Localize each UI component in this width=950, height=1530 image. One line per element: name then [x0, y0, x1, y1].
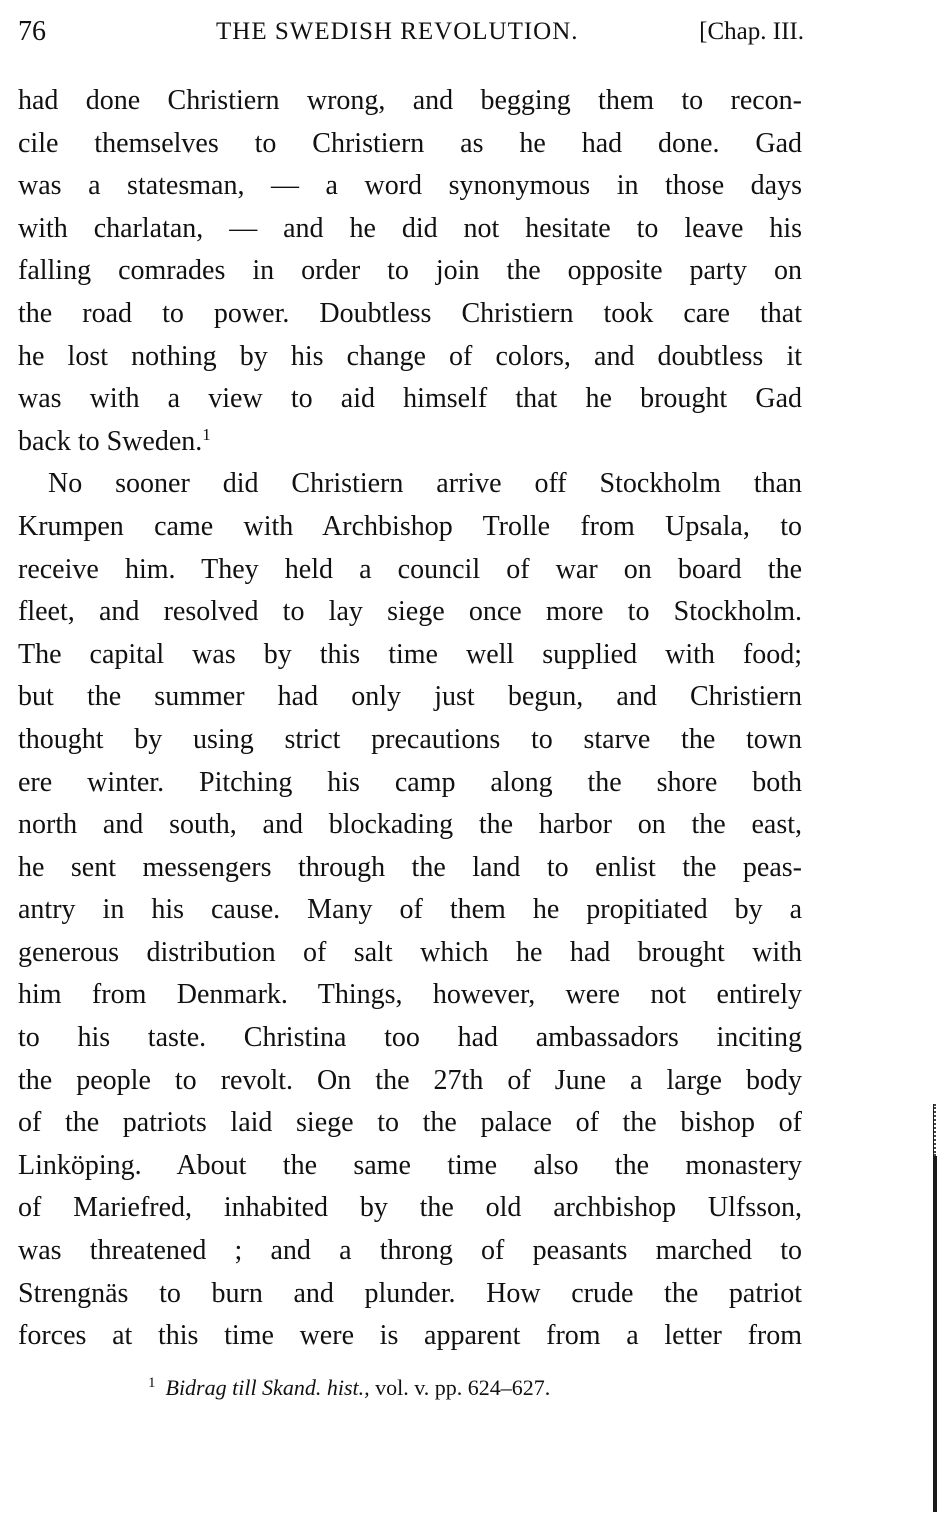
footnote-citation: vol. v. pp. 624–627. — [375, 1375, 551, 1400]
text-line: generous distribution of salt which he had brought with — [18, 936, 802, 968]
text-line: north and south, and blockading the harbor on the east, — [18, 809, 802, 841]
footnote-mark: 1 — [148, 1375, 156, 1391]
text-line: was a statesman, — a word synonymous in those days — [18, 170, 802, 202]
page-number: 76 — [18, 16, 46, 47]
text-line: him from Denmark. Things, however, were not entirely — [18, 979, 802, 1011]
paragraph — [18, 463, 802, 1357]
text-line — [18, 421, 802, 464]
footnote-title: Bidrag till Skand. hist., — [165, 1375, 370, 1400]
text-line: Linköping. About the same time also the monastery — [18, 1149, 802, 1181]
text-line: thought by using strict precautions to starve the town — [18, 723, 802, 755]
text-line: was threatened ; and a throng of peasants marched to — [18, 1235, 802, 1267]
text-line: the road to power. Doubtless Christiern took care that — [18, 297, 802, 329]
text-line: but the summer had only just begun, and Christiern — [18, 681, 802, 713]
text-line: receive him. They held a council of war on board the — [18, 553, 802, 585]
text-line: No sooner did Christiern arrive off Stockholm than — [48, 468, 802, 500]
text-line: was with a view to aid himself that he brought Gad — [18, 383, 802, 415]
text-line: antry in his cause. Many of them he propitiated by a — [18, 894, 802, 926]
text-line: with charlatan, — and he did not hesitate to leave his — [18, 212, 802, 244]
text-line: he lost nothing by his change of colors, and doubtless it — [18, 340, 802, 372]
text-line-content: back to Sweden. — [18, 425, 203, 457]
scan-edge-line — [933, 1104, 937, 1512]
text-line: he sent messengers through the land to enlist the peas- — [18, 851, 802, 883]
running-title: THE SWEDISH REVOLUTION. — [216, 18, 579, 45]
text-line: to his taste. Christina too had ambassadors inciting — [18, 1022, 802, 1054]
footnote — [148, 1366, 808, 1405]
text-line: Strengnäs to burn and plunder. How crude the patriot — [18, 1277, 802, 1309]
running-head — [18, 12, 804, 52]
text-line: The capital was by this time well supplied with food; — [18, 638, 802, 670]
text-line: fleet, and resolved to lay siege once more to Stockholm. — [18, 596, 802, 628]
text-line: the people to revolt. On the 27th of June a large body — [18, 1064, 802, 1096]
text-line: falling comrades in order to join the opposite party on — [18, 255, 802, 287]
paragraph — [18, 80, 802, 463]
text-line: forces at this time were is apparent from a letter from — [18, 1320, 802, 1352]
text-line: ere winter. Pitching his camp along the shore both — [18, 766, 802, 798]
text-line: Krumpen came with Archbishop Trolle from Upsala, to — [18, 510, 802, 542]
text-line: had done Christiern wrong, and begging them to recon- — [18, 85, 802, 116]
scan-edge-dotted — [934, 1104, 938, 1156]
body-text — [18, 80, 802, 1358]
footnote-reference[interactable]: 1 — [202, 424, 211, 444]
text-line: of the patriots laid siege to the palace of the bishop of — [18, 1107, 802, 1139]
chapter-reference: [Chap. III. — [699, 18, 804, 45]
text-line: cile themselves to Christiern as he had done. Gad — [18, 127, 802, 159]
text-line: of Mariefred, inhabited by the old archbishop Ulfsson, — [18, 1192, 802, 1224]
